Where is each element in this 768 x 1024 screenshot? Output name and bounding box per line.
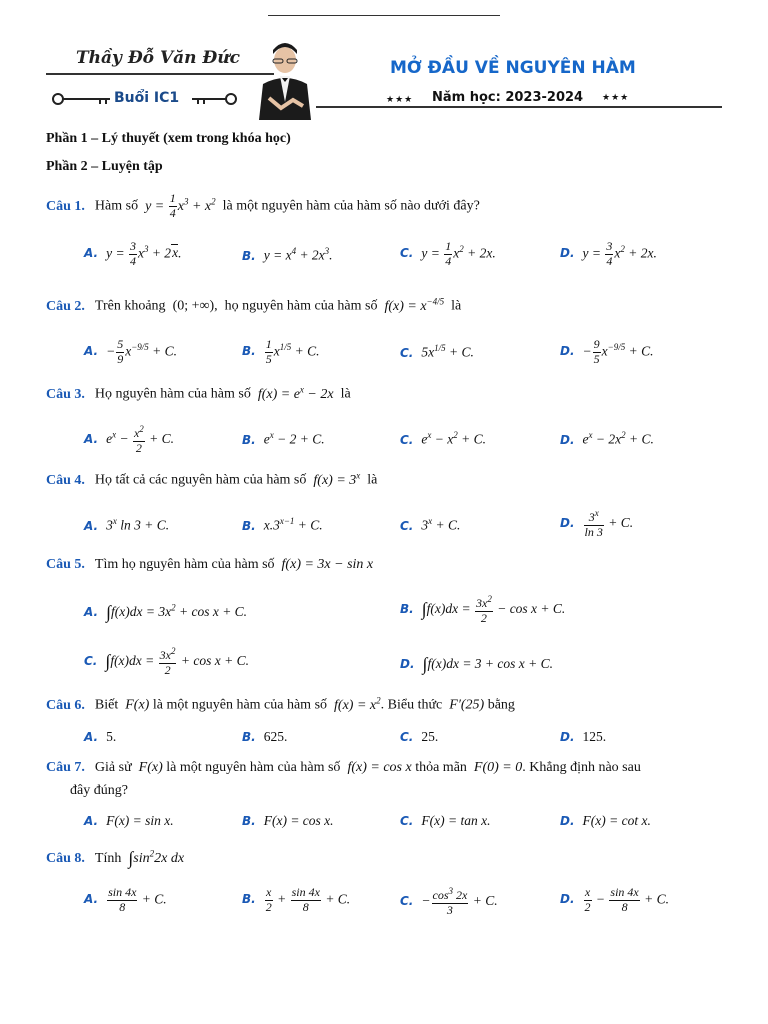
option-4d[interactable]: D. $\frac{3^x}{\ln 3}$ + C. (560, 508, 634, 539)
option-2c[interactable]: C. $5x^{1/5} + C$. (400, 343, 474, 360)
option-8b[interactable]: B. $\frac{x}{2}$ + $\frac{\sin 4x}{8}$ + C. (242, 885, 351, 914)
option-7a[interactable]: A. F(x) = sin x. (84, 813, 174, 828)
option-4a[interactable]: A. 3$^x$ ln 3 + C. (84, 516, 170, 533)
option-2d[interactable]: D. − $\frac{9}{5}$ $x^{-9/5} + C$. (560, 337, 654, 366)
header-banner (46, 40, 722, 120)
option-3d[interactable]: D. $e^x - 2x^2 + C$. (560, 430, 654, 447)
option-7d[interactable]: D. F(x) = cot x. (560, 813, 651, 828)
key-icon (192, 92, 238, 106)
option-1a[interactable]: A. y = $\frac{3}{4}$ $x^3 + 2x$. (84, 239, 182, 268)
question-2: Câu 2. Trên khoảng (0; +∞), họ nguyên hàm của hàm số $f(x) = x^{-4/5}$ là (46, 296, 462, 314)
option-4b[interactable]: B. $x.3^{x-1} + C$. (242, 516, 323, 533)
option-8a[interactable]: A. $\frac{\sin 4x}{8}$ + C. (84, 885, 167, 914)
page-title: MỞ ĐẦU VỀ NGUYÊN HÀM (390, 58, 636, 78)
option-8d[interactable]: D. $\frac{x}{2}$ − $\frac{\sin 4x}{8}$ + C. (560, 885, 669, 914)
session-label: Buổi IC1 (114, 90, 180, 106)
option-2b[interactable]: B. $\frac{1}{5}$ $x^{1/5} + C$. (242, 337, 320, 366)
part-1-heading: Phần 1 – Lý thuyết (xem trong khóa học) (46, 131, 291, 146)
part-2-heading: Phần 2 – Luyện tập (46, 159, 163, 174)
header-left-line (46, 73, 274, 75)
key-icon (52, 92, 114, 106)
top-rule (268, 15, 500, 16)
question-6: Câu 6. Biết F(x) là một nguyên hàm của hàm số $f(x) = x^2$. Biểu thức F′(25) bằng (46, 695, 515, 713)
question-7: Câu 7. Giả sử F(x) là một nguyên hàm của hàm số f(x) = cos x thỏa mãn F(0) = 0. Khẳng định nào sau (46, 760, 641, 775)
option-6d[interactable]: D. 125. (560, 729, 607, 744)
option-5b[interactable]: B. ∫f(x)dx = $\frac{3x^2}{2}$ − cos x + C. (400, 594, 566, 625)
question-7-cont: đây đúng? (70, 783, 128, 798)
school-year: Năm học: 2023-2024 (432, 90, 584, 105)
question-4: Câu 4. Họ tất cả các nguyên hàm của hàm số $f(x) = 3^x$ là (46, 470, 378, 488)
teacher-name: Thầy Đỗ Văn Đức (76, 48, 240, 68)
option-2a[interactable]: A. − $\frac{5}{9}$ $x^{-9/5} + C$. (84, 337, 178, 366)
header-right-line (316, 106, 722, 108)
question-3: Câu 3. Họ nguyên hàm của hàm số $f(x) = e^x - 2x$ là (46, 384, 351, 402)
option-8c[interactable]: C. − $\frac{\cos^3 2x}{3}$ + C. (400, 886, 498, 917)
option-5a[interactable]: A. $\int f(x)dx = 3x^2 + \cos x + C$. (84, 602, 248, 622)
option-7b[interactable]: B. F(x) = cos x. (242, 813, 334, 828)
option-6b[interactable]: B. 625. (242, 729, 288, 744)
option-4c[interactable]: C. $3^x + C$. (400, 516, 461, 533)
question-8: Câu 8. Tính $\int\sin^22x$ dx (46, 848, 185, 868)
option-3c[interactable]: C. $e^x - x^2 + C$. (400, 430, 486, 447)
option-5d[interactable]: D. ∫f(x)dx = 3 + cos x + C. (400, 654, 554, 674)
option-3a[interactable]: A. $e^x$ − $\frac{x^2}{2}$ + C. (84, 424, 175, 455)
option-1b[interactable]: B. $y = x^4 + 2x^3$. (242, 246, 333, 263)
option-1d[interactable]: D. y = $\frac{3}{4}$ $x^2 + 2x$. (560, 239, 657, 268)
star-decoration: ★★★ (386, 94, 414, 104)
star-decoration: ★★★ (602, 92, 630, 102)
option-7c[interactable]: C. F(x) = tan x. (400, 813, 491, 828)
option-5c[interactable]: C. ∫f(x)dx = $\frac{3x^2}{2}$ + cos x + C. (84, 646, 249, 677)
question-1: Câu 1. Hàm số y = $\frac{1}{4}$ $x^3 + x^2$ là một nguyên hàm của hàm số nào dưới đây? (46, 191, 480, 220)
question-5: Câu 5. Tìm họ nguyên hàm của hàm số f(x) = 3x − sin x (46, 557, 374, 572)
option-1c[interactable]: C. y = $\frac{1}{4}$ $x^2 + 2x$. (400, 239, 496, 268)
option-3b[interactable]: B. $e^x - 2 + C$. (242, 430, 325, 447)
teacher-photo (253, 42, 317, 120)
option-6a[interactable]: A. 5. (84, 729, 117, 744)
option-6c[interactable]: C. 25. (400, 729, 439, 744)
